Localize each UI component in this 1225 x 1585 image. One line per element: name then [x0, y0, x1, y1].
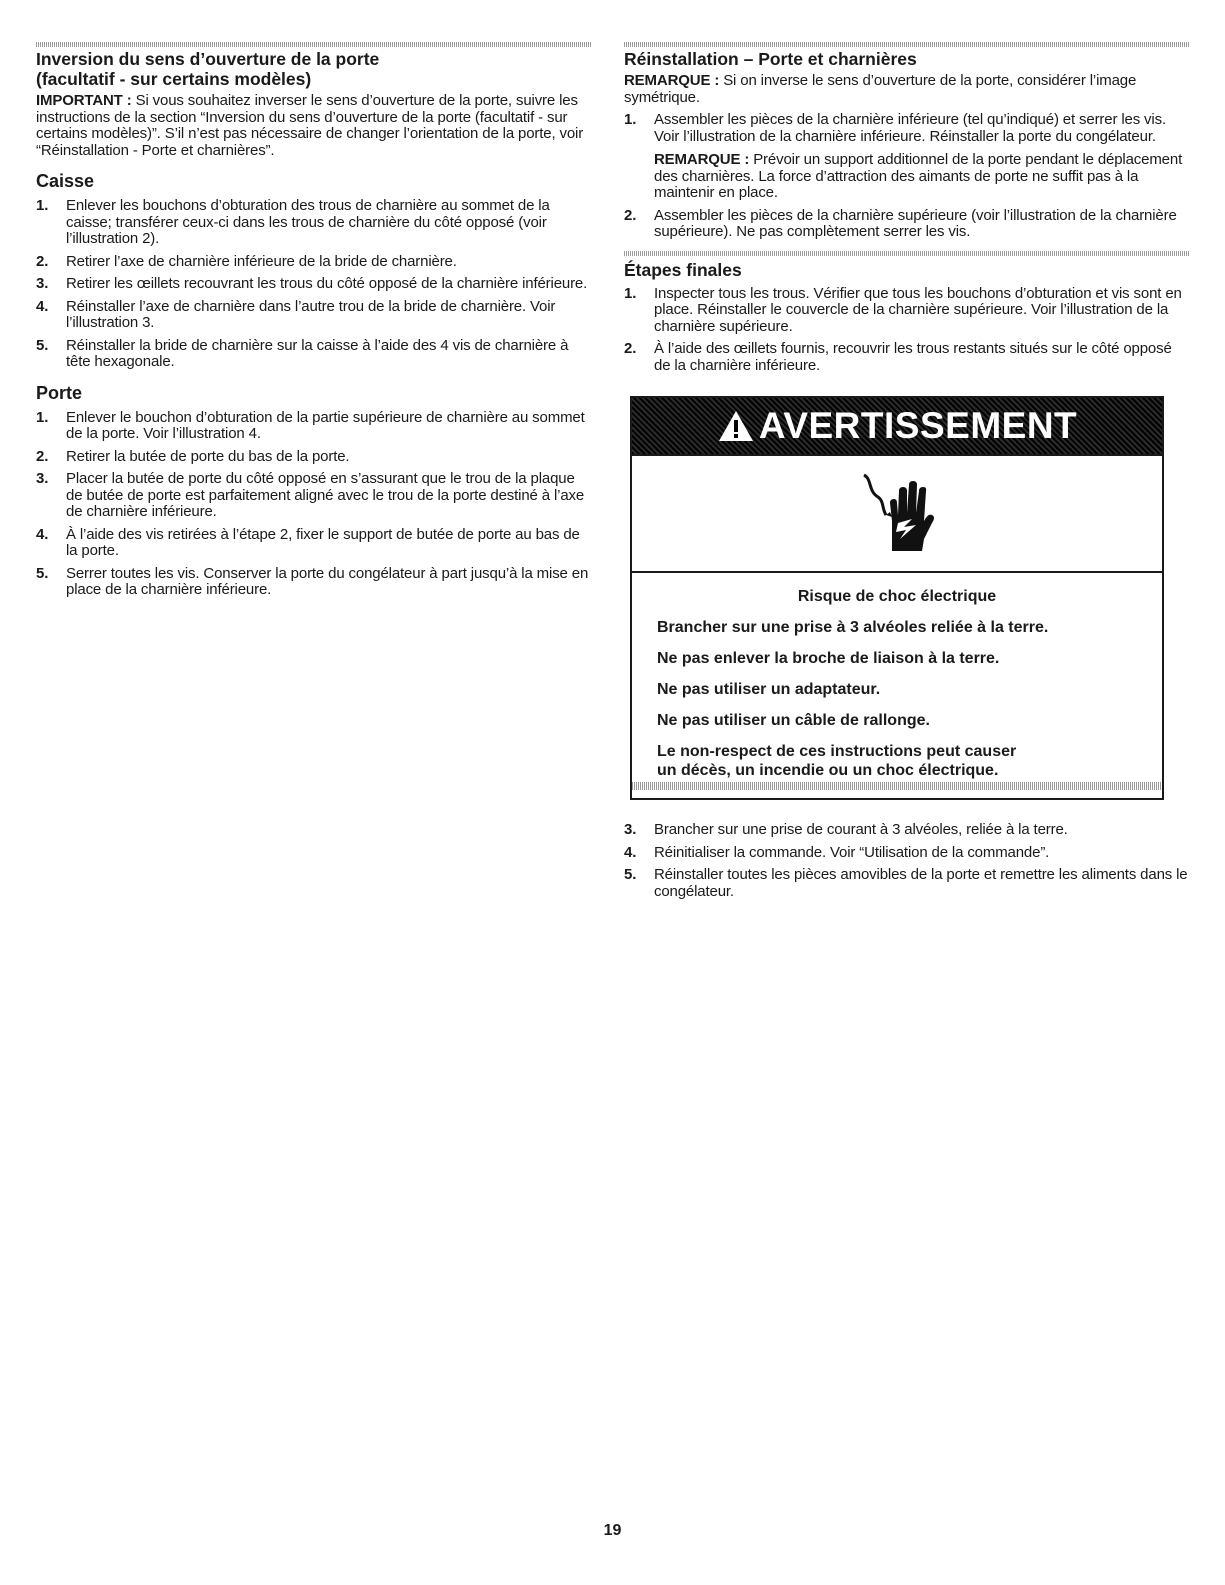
list-item: 2. À l’aide des œillets fournis, recouvrir les trous restants situés sur le côté opposé de la charnière inférieure.	[624, 340, 1172, 374]
list-item: 5. Serrer toutes les vis. Conserver la porte du congélateur à part jusqu’à la mise en place de la charnière inférieure.	[36, 564, 589, 598]
warning-title: AVERTISSEMENT	[717, 405, 1077, 447]
list-item: 1. Inspecter tous les trous. Vérifier que tous les bouchons d’obturation et vis sont en place. Réinstaller le couvercle de la charnière supérieure. Voir l’illustration de la charnière supérieure.	[624, 284, 1182, 335]
warning-box	[630, 396, 1164, 800]
porte-title: Porte	[36, 382, 83, 403]
warning-triangle-icon	[717, 409, 755, 443]
important-paragraph	[36, 93, 592, 159]
list-item: 2. Assembler les pièces de la charnière supérieure (voir l’illustration de la charnière supérieure). Ne pas complètement serrer les vis.	[624, 206, 1177, 240]
list-item: 1. Assembler les pièces de la charnière inférieure (tel qu’indiqué) et serrer les vis. Voir l’illustration de la charnière inférieure. Réinstaller la porte du congélateur. REMARQUE : Prévoir un support additionnel de la porte pendant le déplacement des charnières. La force d’attraction des aimants de porte ne suffit pas à la maintenir en place.	[624, 112, 1190, 202]
porte-steps	[36, 410, 592, 599]
section-title	[36, 49, 592, 89]
list-item: 3. Retirer les œillets recouvrant les trous du côté opposé de la charnière inférieure.	[36, 275, 588, 292]
section-title-line1: Inversion du sens d’ouverture de la porte	[36, 49, 380, 69]
list-item: 5. Réinstaller la bride de charnière sur la caisse à l’aide des 4 vis de charnière à tête hexagonale.	[36, 336, 569, 370]
right-column	[624, 0, 1190, 906]
important-label: IMPORTANT :	[36, 92, 132, 109]
final-steps	[624, 286, 1190, 375]
reinstall-note: REMARQUE : Prévoir un support additionnel de la porte pendant le déplacement des charnières. La force d’attraction des aimants de porte ne suffit pas à la maintenir en place.	[654, 151, 1183, 201]
reinstall-title: Réinstallation – Porte et charnières	[624, 49, 917, 69]
remarque-label: REMARQUE :	[624, 72, 720, 89]
warning-line: Ne pas utiliser un câble de rallonge.	[657, 712, 930, 729]
section-divider	[624, 251, 1190, 256]
remarque-text: Si on inverse le sens d’ouverture de la porte, considérer l’image symétrique.	[624, 72, 1137, 106]
caisse-title: Caisse	[36, 171, 95, 191]
final-steps-continued	[624, 822, 1190, 900]
reinstall-steps	[624, 112, 1190, 241]
section-divider	[36, 42, 592, 47]
list-item: 4. Réinstaller l’axe de charnière dans l’autre trou de la bride de charnière. Voir l’illustration 3.	[36, 297, 556, 331]
warning-icon-area	[632, 456, 1162, 573]
warning-line: Ne pas utiliser un adaptateur.	[657, 681, 881, 698]
warning-body	[632, 573, 1162, 798]
list-item: 2. Retirer l’axe de charnière inférieure de la bride de charnière.	[36, 252, 457, 270]
final-title: Étapes finales	[624, 259, 742, 280]
list-item: 3. Brancher sur une prise de courant à 3 alvéoles, reliée à la terre.	[624, 821, 1068, 838]
list-item: 5. Réinstaller toutes les pièces amovibles de la porte et remettre les aliments dans le congélateur.	[624, 866, 1188, 900]
warning-consequence: Le non-respect de ces instructions peut causer un décès, un incendie ou un choc électrique.	[657, 743, 1017, 779]
remarque-paragraph	[624, 73, 1190, 106]
list-item: 1. Enlever les bouchons d’obturation des trous de charnière au sommet de la caisse; transférer ceux-ci dans les trous de charnière du côté opposé (voir l’illustration 2).	[36, 197, 550, 247]
electric-shock-hand-icon	[852, 469, 942, 559]
page-number: 19	[603, 1522, 622, 1539]
warning-line: Ne pas enlever la broche de liaison à la terre.	[657, 650, 1000, 667]
section-title-line2: (facultatif - sur certains modèles)	[36, 69, 312, 89]
warning-risk: Risque de choc électrique	[797, 588, 997, 605]
section-divider	[624, 42, 1190, 47]
list-item: 1. Enlever le bouchon d’obturation de la partie supérieure de charnière au sommet de la porte. Voir l’illustration 4.	[36, 408, 585, 442]
caisse-steps	[36, 198, 592, 371]
left-column	[36, 0, 592, 605]
list-item: 4. Réinitialiser la commande. Voir “Utilisation de la commande”.	[624, 843, 1050, 861]
list-item: 4. À l’aide des vis retirées à l’étape 2, fixer le support de butée de porte au bas de la porte.	[36, 525, 580, 559]
warning-line: Brancher sur une prise à 3 alvéoles reliée à la terre.	[657, 619, 1049, 636]
important-text: Si vous souhaitez inverser le sens d’ouverture de la porte, suivre les instructions de la section “Inversion du sens d’ouverture de la porte (facultatif - sur certains modèles)”. S’il n’est pas nécessaire de changer l’orientation de la porte, voir “Réinstallation - Porte et charnières”.	[36, 92, 584, 159]
warning-header	[632, 398, 1162, 456]
list-item: 3. Placer la butée de porte du côté opposé en s’assurant que le trou de la plaque de butée de porte est parfaitement aligné avec le trou de la porte destiné à l’axe de charnière inférieure.	[36, 470, 585, 520]
list-item: 2. Retirer la butée de porte du bas de la porte.	[36, 447, 350, 465]
